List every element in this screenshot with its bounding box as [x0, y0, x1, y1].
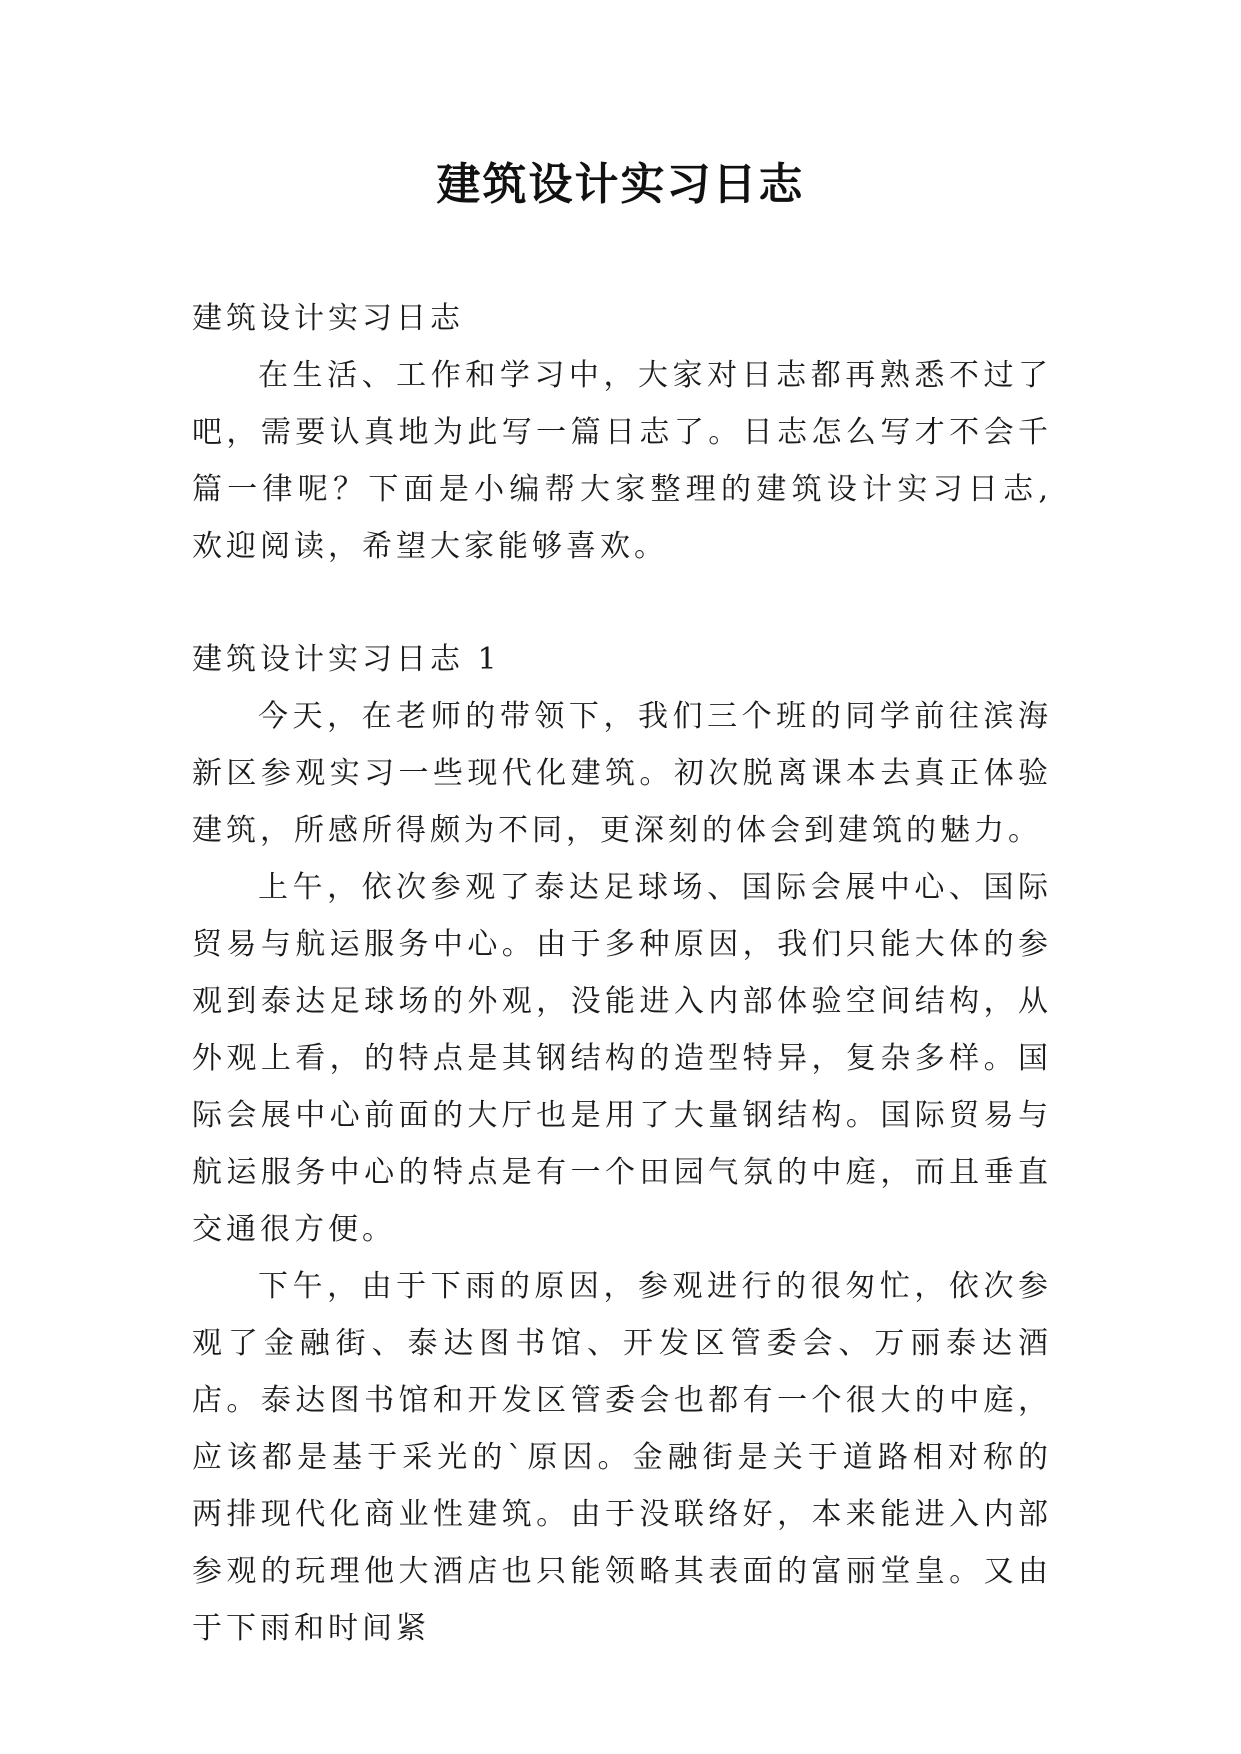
body-paragraph: 下午，由于下雨的原因，参观进行的很匆忙，依次参观了金融街、泰达图书馆、开发区管委会、万丽泰达酒店。泰达图书馆和开发区管委会也都有一个很大的中庭，应该都是基于采光的`原因。金融街是关于道路相对称的两排现代化商业性建筑。由于没联络好，本来能进入内部参观的玩理他大酒店也只能领略其表面的富丽堂皇。又由于下雨和时间紧 [192, 1269, 1052, 1646]
body-paragraph: 今天，在老师的带领下，我们三个班的同学前往滨海新区参观实习一些现代化建筑。初次脱离课本去真正体验建筑，所感所得颇为不同，更深刻的体会到建筑的魅力。 [192, 699, 1052, 848]
document-title: 建筑设计实习日志 [436, 159, 805, 210]
intro-paragraph: 在生活、工作和学习中，大家对日志都再熟悉不过了吧，需要认真地为此写一篇日志了。日志怎么写才不会千篇一律呢？下面是小编帮大家整理的建筑设计实习日志,欢迎阅读，希望大家能够喜欢。 [192, 358, 1052, 564]
section-heading: 建筑设计实习日志 1 [192, 642, 501, 677]
body-paragraph: 上午，依次参观了泰达足球场、国际会展中心、国际贸易与航运服务中心。由于多种原因，我们只能大体的参观到泰达足球场的外观，没能进入内部体验空间结构，从外观上看，的特点是其钢结构的造型特异，复杂多样。国际会展中心前面的大厅也是用了大量钢结构。国际贸易与航运服务中心的特点是有一个田园气氛的中庭，而且垂直交通很方便。 [192, 870, 1052, 1247]
document-subtitle: 建筑设计实习日志 [192, 301, 464, 336]
document-body [192, 290, 1052, 1657]
